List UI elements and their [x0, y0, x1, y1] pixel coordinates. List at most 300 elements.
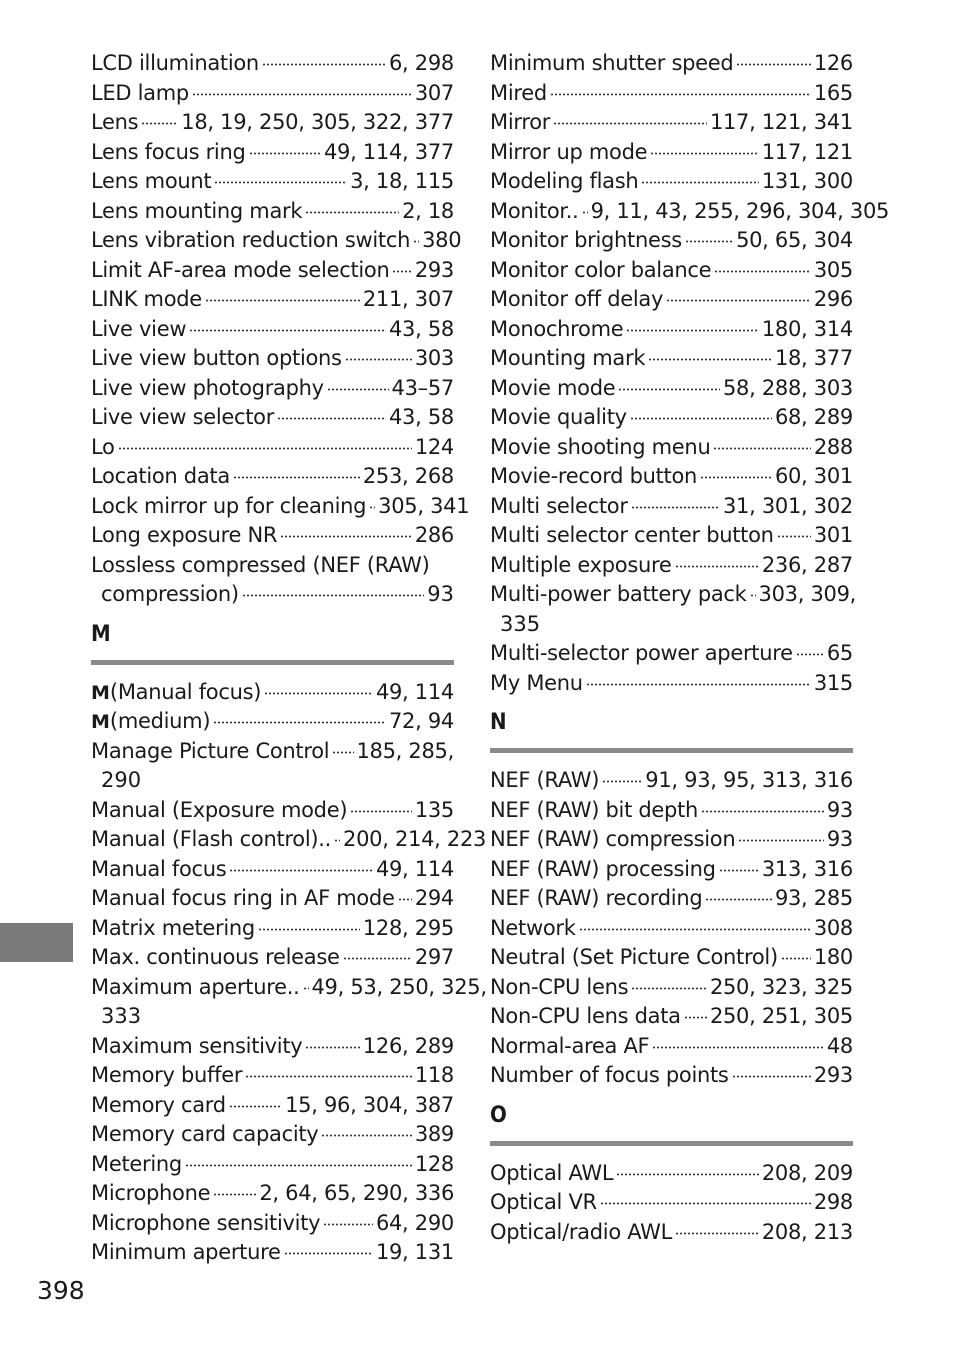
index-pages: 15, 96, 304, 387	[285, 1092, 454, 1117]
leader-dots	[280, 521, 412, 542]
index-entry	[490, 403, 853, 433]
index-group-o	[490, 1159, 853, 1248]
index-entry	[490, 1159, 853, 1189]
index-term: Lossless compressed (NEF (RAW)	[91, 552, 430, 577]
leader-dots	[650, 138, 759, 159]
index-entry	[91, 344, 454, 374]
index-pages: 68, 289	[774, 405, 853, 429]
index-term: Matrix metering	[91, 915, 255, 940]
index-term: Live view button options	[91, 346, 342, 370]
index-term: Monitor off delay	[490, 287, 664, 311]
leader-dots	[582, 197, 588, 218]
index-entry	[490, 1188, 853, 1218]
index-pages: 31, 301, 302	[723, 493, 853, 518]
index-entry	[91, 433, 454, 463]
leader-dots	[777, 521, 811, 542]
index-term: Max. continuous release	[91, 945, 340, 969]
chapter-thumb-tab	[0, 923, 73, 962]
index-pages: 305, 341	[378, 493, 470, 518]
index-term: Lock mirror up for cleaning	[91, 493, 367, 518]
leader-dots	[305, 197, 399, 218]
index-term: Manual (Exposure mode)	[91, 797, 348, 822]
index-entry	[91, 1120, 454, 1150]
leader-dots	[205, 285, 360, 306]
section-divider	[91, 660, 454, 665]
index-term: Neutral (Set Picture Control)	[490, 945, 778, 969]
index-pages: 43, 58	[389, 316, 454, 341]
leader-dots	[141, 108, 178, 129]
leader-dots	[327, 374, 389, 395]
index-entry	[490, 521, 853, 551]
index-pages: 126, 289	[362, 1033, 454, 1058]
index-entry	[91, 79, 454, 109]
index-pages: 93, 285	[774, 886, 853, 910]
index-entry-continuation: 290	[101, 768, 142, 792]
leader-dots	[705, 884, 772, 905]
index-pages: 118	[414, 1063, 454, 1087]
leader-dots	[714, 256, 811, 277]
index-term: Normal-area AF	[490, 1033, 650, 1058]
index-entry	[490, 108, 853, 138]
index-entry	[490, 766, 853, 796]
index-pages: 308	[813, 915, 853, 940]
index-entry	[91, 1061, 454, 1091]
index-pages: 250, 323, 325	[709, 974, 853, 999]
index-pages: 296	[813, 287, 853, 311]
leader-dots	[652, 1032, 824, 1053]
index-term: Mirror up mode	[490, 139, 648, 164]
index-term: Manual focus ring in AF mode	[91, 886, 395, 910]
index-entry	[490, 315, 853, 345]
index-term: Movie quality	[490, 405, 627, 429]
index-term: Multi-selector power aperture	[490, 641, 793, 665]
index-pages: 58, 288, 303	[723, 375, 853, 400]
index-entry	[490, 344, 853, 374]
leader-dots	[242, 580, 425, 601]
index-pages: 93	[826, 827, 853, 851]
index-term: Manual (Flash control)..	[91, 827, 332, 851]
leader-dots	[553, 108, 707, 129]
index-entry	[490, 1061, 853, 1091]
index-term: Metering	[91, 1151, 182, 1176]
index-term: Lens	[91, 110, 139, 134]
index-pages: 60, 301	[774, 464, 853, 488]
leader-dots	[233, 462, 360, 483]
index-pages: 253, 268	[362, 464, 454, 488]
index-term: Non-CPU lens data	[490, 1004, 681, 1028]
index-pages: 180, 314	[761, 316, 853, 341]
index-entry	[490, 374, 853, 404]
index-pages: 65	[826, 641, 853, 665]
leader-dots	[550, 79, 811, 100]
index-entry	[490, 226, 853, 256]
index-term: LINK mode	[91, 287, 202, 311]
index-term: Movie-record button	[490, 464, 698, 488]
index-term: Lens vibration reduction switch	[91, 228, 411, 252]
index-term: Live view photography	[91, 375, 324, 400]
index-entry	[91, 1150, 454, 1180]
leader-dots	[626, 315, 758, 336]
index-entry	[91, 521, 454, 551]
index-entry	[490, 197, 890, 227]
index-entry	[91, 1032, 454, 1062]
index-pages: 288	[813, 434, 853, 459]
index-entry-continuation	[91, 580, 454, 610]
index-term: Memory card	[91, 1092, 226, 1117]
index-pages: 208, 209	[761, 1160, 853, 1185]
index-entry	[91, 1209, 454, 1239]
section-divider	[490, 1141, 853, 1146]
leader-dots	[249, 138, 322, 159]
leader-dots	[781, 943, 811, 964]
index-term: Memory card capacity	[91, 1122, 319, 1146]
index-entry	[91, 1179, 454, 1209]
index-pages: 48	[826, 1033, 853, 1058]
section-heading-m: M	[91, 621, 111, 647]
index-term: Monitor color balance	[490, 257, 712, 282]
index-pages: 200, 214, 223	[343, 827, 487, 851]
leader-dots	[750, 580, 756, 601]
index-entry	[91, 374, 454, 404]
leader-dots	[277, 403, 386, 424]
index-entry	[91, 462, 454, 492]
index-column-left	[91, 49, 487, 1268]
index-pages: 43–57	[391, 375, 454, 400]
leader-dots	[618, 374, 720, 395]
leader-dots	[586, 669, 811, 690]
leader-dots	[192, 79, 412, 100]
index-entry	[91, 138, 454, 168]
index-term: Maximum sensitivity	[91, 1033, 303, 1058]
index-entry	[490, 580, 857, 610]
index-pages: 128	[414, 1151, 454, 1176]
leader-dots	[616, 1159, 759, 1180]
index-pages: 50, 65, 304	[736, 228, 853, 252]
leader-dots	[345, 344, 412, 365]
index-pages: 3, 18, 115	[350, 169, 454, 193]
index-term: Lens mounting mark	[91, 198, 303, 223]
index-entry	[490, 551, 853, 581]
index-pages: 124	[414, 434, 454, 459]
index-term: Manual focus	[91, 856, 227, 881]
leader-dots	[284, 1238, 373, 1259]
index-term: Live view selector	[91, 405, 275, 429]
index-term: Maximum aperture..	[91, 974, 300, 999]
index-pages: 9, 11, 43, 255, 296, 304, 305	[590, 198, 890, 223]
leader-dots	[796, 639, 824, 660]
index-pages: 49, 53, 250, 325,	[311, 974, 487, 999]
leader-dots	[641, 167, 759, 188]
index-entry-continuation: 333	[101, 1004, 142, 1028]
leader-dots	[323, 1209, 373, 1230]
leader-dots	[675, 1218, 759, 1239]
index-entry	[91, 492, 470, 522]
index-entry	[490, 825, 853, 855]
index-term: Mirror	[490, 110, 551, 134]
index-pages: 236, 287	[761, 552, 853, 577]
index-entry	[91, 49, 454, 79]
index-pages: 293	[414, 257, 454, 282]
leader-dots	[684, 1002, 707, 1023]
index-pages: 93	[427, 582, 454, 606]
index-entry	[490, 884, 853, 914]
index-pages: 301	[813, 523, 853, 547]
index-entry	[490, 138, 853, 168]
index-term: (medium)	[109, 709, 211, 733]
leader-dots	[305, 1032, 359, 1053]
index-pages: 313, 316	[761, 856, 853, 881]
index-term: LCD illumination	[91, 51, 259, 75]
index-entry	[91, 855, 454, 885]
index-pages: 297	[414, 945, 454, 969]
leader-dots	[334, 825, 340, 846]
index-term: Multi selector	[490, 493, 628, 518]
leader-dots	[738, 825, 824, 846]
index-pages: 180	[813, 945, 853, 969]
index-term: Monitor brightness	[490, 228, 682, 252]
index-entry	[91, 884, 454, 914]
page-number: 398	[37, 1276, 85, 1305]
index-term: Long exposure NR	[91, 523, 278, 547]
leader-dots	[700, 462, 772, 483]
index-pages: 19, 131	[375, 1240, 454, 1264]
index-entry	[490, 943, 853, 973]
index-pages: 307	[414, 80, 454, 105]
index-group-n	[490, 766, 853, 1091]
leader-dots	[648, 344, 772, 365]
index-pages: 128, 295	[362, 915, 454, 940]
index-entry	[490, 79, 853, 109]
index-term: Movie shooting menu	[490, 434, 711, 459]
index-term: Lens mount	[91, 169, 212, 193]
leader-dots	[736, 49, 810, 70]
leader-dots	[321, 1120, 411, 1141]
leader-dots	[229, 855, 373, 876]
index-term: Multi selector center button	[490, 523, 774, 547]
index-term: Optical AWL	[490, 1160, 614, 1185]
index-entry	[490, 285, 853, 315]
index-group-m-icons	[91, 678, 454, 737]
index-entry	[490, 433, 853, 463]
section-heading-n: N	[490, 710, 507, 735]
leader-dots	[631, 492, 720, 513]
index-entry	[490, 49, 853, 79]
leader-dots	[630, 403, 772, 424]
leader-dots	[343, 943, 412, 964]
index-group-m	[91, 737, 487, 1268]
index-term: Optical VR	[490, 1190, 597, 1214]
index-column-right	[490, 49, 890, 1247]
index-term: compression)	[101, 582, 239, 606]
index-pages: 293	[813, 1063, 853, 1087]
index-entry	[490, 639, 853, 669]
leader-dots	[245, 1061, 412, 1082]
leader-dots	[631, 973, 707, 994]
index-entry	[91, 678, 454, 708]
leader-dots	[392, 256, 411, 277]
leader-dots	[214, 167, 347, 188]
index-term: Manage Picture Control	[91, 738, 330, 763]
leader-dots	[602, 766, 642, 787]
index-pages: 294	[414, 886, 454, 910]
medium-size-m-icon: M	[91, 711, 110, 733]
index-entry	[490, 669, 853, 699]
index-pages: 49, 114	[375, 856, 454, 881]
leader-dots	[303, 973, 309, 994]
index-pages: 126	[813, 51, 853, 75]
index-group-m-cont	[490, 49, 890, 698]
index-pages: 286	[414, 523, 454, 547]
index-pages: 131, 300	[761, 169, 853, 193]
index-entry	[91, 285, 454, 315]
index-pages: 117, 121	[761, 139, 853, 164]
index-term: Monochrome	[490, 316, 624, 341]
index-entry	[490, 1218, 853, 1248]
index-pages: 185, 285,	[356, 738, 454, 763]
index-entry	[91, 197, 454, 227]
index-entry	[490, 492, 853, 522]
leader-dots	[189, 315, 386, 336]
leader-dots	[185, 1150, 412, 1171]
index-entry	[91, 256, 454, 286]
leader-dots	[398, 884, 412, 905]
index-term: Minimum aperture	[91, 1240, 281, 1264]
leader-dots	[262, 49, 386, 70]
index-entry	[91, 108, 454, 138]
index-term: My Menu	[490, 670, 583, 695]
index-term: Lo	[91, 434, 115, 459]
index-entry	[490, 1032, 853, 1062]
index-entry	[490, 167, 853, 197]
leader-dots	[229, 1091, 282, 1112]
index-group-l	[91, 49, 470, 580]
index-term: Modeling flash	[490, 169, 639, 193]
index-pages: 18, 19, 250, 305, 322, 377	[181, 110, 454, 134]
index-pages: 91, 93, 95, 313, 316	[645, 768, 853, 792]
index-term: LED lamp	[91, 80, 189, 105]
index-pages: 2, 18	[402, 198, 454, 223]
index-term: Multi-power battery pack	[490, 582, 747, 606]
leader-dots	[350, 796, 412, 817]
index-term: NEF (RAW) compression	[490, 827, 736, 851]
index-entry	[91, 943, 454, 973]
index-term: NEF (RAW) recording	[490, 886, 703, 910]
index-term: Non-CPU lens	[490, 974, 629, 999]
leader-dots	[213, 707, 386, 728]
index-term: NEF (RAW)	[490, 768, 600, 792]
index-entry	[91, 167, 454, 197]
index-entry	[91, 796, 454, 826]
index-pages: 298	[813, 1190, 853, 1214]
index-term: Movie mode	[490, 375, 616, 400]
index-pages: 305	[813, 257, 853, 282]
index-entry-continuation: 335	[500, 611, 541, 636]
leader-dots	[719, 855, 759, 876]
leader-dots	[713, 433, 810, 454]
leader-dots	[369, 492, 375, 513]
index-entry	[91, 226, 462, 256]
index-term: NEF (RAW) bit depth	[490, 797, 699, 822]
index-term: (Manual focus)	[109, 679, 262, 704]
index-entry	[91, 737, 454, 767]
index-entry	[490, 796, 853, 826]
index-term: Monitor..	[490, 198, 579, 223]
index-pages: 211, 307	[362, 287, 454, 311]
index-entry	[91, 914, 454, 944]
index-entry	[91, 1091, 454, 1121]
index-entry	[490, 914, 853, 944]
section-heading-o: O	[490, 1102, 507, 1128]
index-pages: 389	[414, 1122, 454, 1146]
section-divider	[490, 748, 853, 753]
index-pages: 208, 213	[761, 1219, 853, 1244]
index-pages: 2, 64, 65, 290, 336	[259, 1181, 454, 1205]
index-entry	[490, 1002, 853, 1032]
index-pages: 303	[414, 346, 454, 370]
index-entry	[490, 256, 853, 286]
index-entry	[91, 825, 487, 855]
index-pages: 64, 290	[375, 1210, 454, 1235]
index-term: NEF (RAW) processing	[490, 856, 716, 881]
index-term: Minimum shutter speed	[490, 51, 734, 75]
index-entry	[91, 403, 454, 433]
leader-dots	[701, 796, 824, 817]
leader-dots	[685, 226, 733, 247]
leader-dots	[264, 678, 373, 699]
index-term: Lens focus ring	[91, 139, 246, 164]
index-pages: 93	[826, 797, 853, 822]
index-pages: 117, 121, 341	[709, 110, 853, 134]
index-pages: 315	[813, 670, 853, 695]
index-term: Optical/radio AWL	[490, 1219, 673, 1244]
leader-dots	[258, 914, 360, 935]
index-pages: 135	[414, 797, 454, 822]
index-term: Mired	[490, 80, 547, 105]
index-pages: 43, 58	[389, 405, 454, 429]
index-entry	[91, 707, 454, 737]
index-pages: 49, 114	[375, 679, 454, 704]
index-term: Microphone sensitivity	[91, 1210, 321, 1235]
index-term: Memory buffer	[91, 1063, 243, 1087]
index-entry	[490, 973, 853, 1003]
index-pages: 380	[422, 228, 462, 252]
index-pages: 72, 94	[389, 709, 454, 733]
index-term: Multiple exposure	[490, 552, 672, 577]
index-term: Location data	[91, 464, 230, 488]
index-term: Mounting mark	[490, 346, 646, 370]
index-term: Network	[490, 915, 576, 940]
index-pages: 303, 309,	[758, 582, 857, 606]
index-entry	[490, 462, 853, 492]
leader-dots	[666, 285, 811, 306]
leader-dots	[413, 226, 419, 247]
index-entry	[91, 551, 454, 581]
index-entry	[91, 315, 454, 345]
index-pages: 165	[813, 80, 853, 105]
index-pages: 6, 298	[389, 51, 454, 75]
leader-dots	[600, 1188, 811, 1209]
index-entry	[490, 855, 853, 885]
index-term: Microphone	[91, 1181, 211, 1205]
index-pages: 18, 377	[774, 346, 853, 370]
leader-dots	[118, 433, 412, 454]
leader-dots	[579, 914, 811, 935]
medium-size-m-icon: M	[91, 681, 110, 704]
index-term: Live view	[91, 316, 187, 341]
leader-dots	[332, 737, 353, 758]
index-entry	[91, 973, 487, 1003]
index-term: Number of focus points	[490, 1063, 729, 1087]
